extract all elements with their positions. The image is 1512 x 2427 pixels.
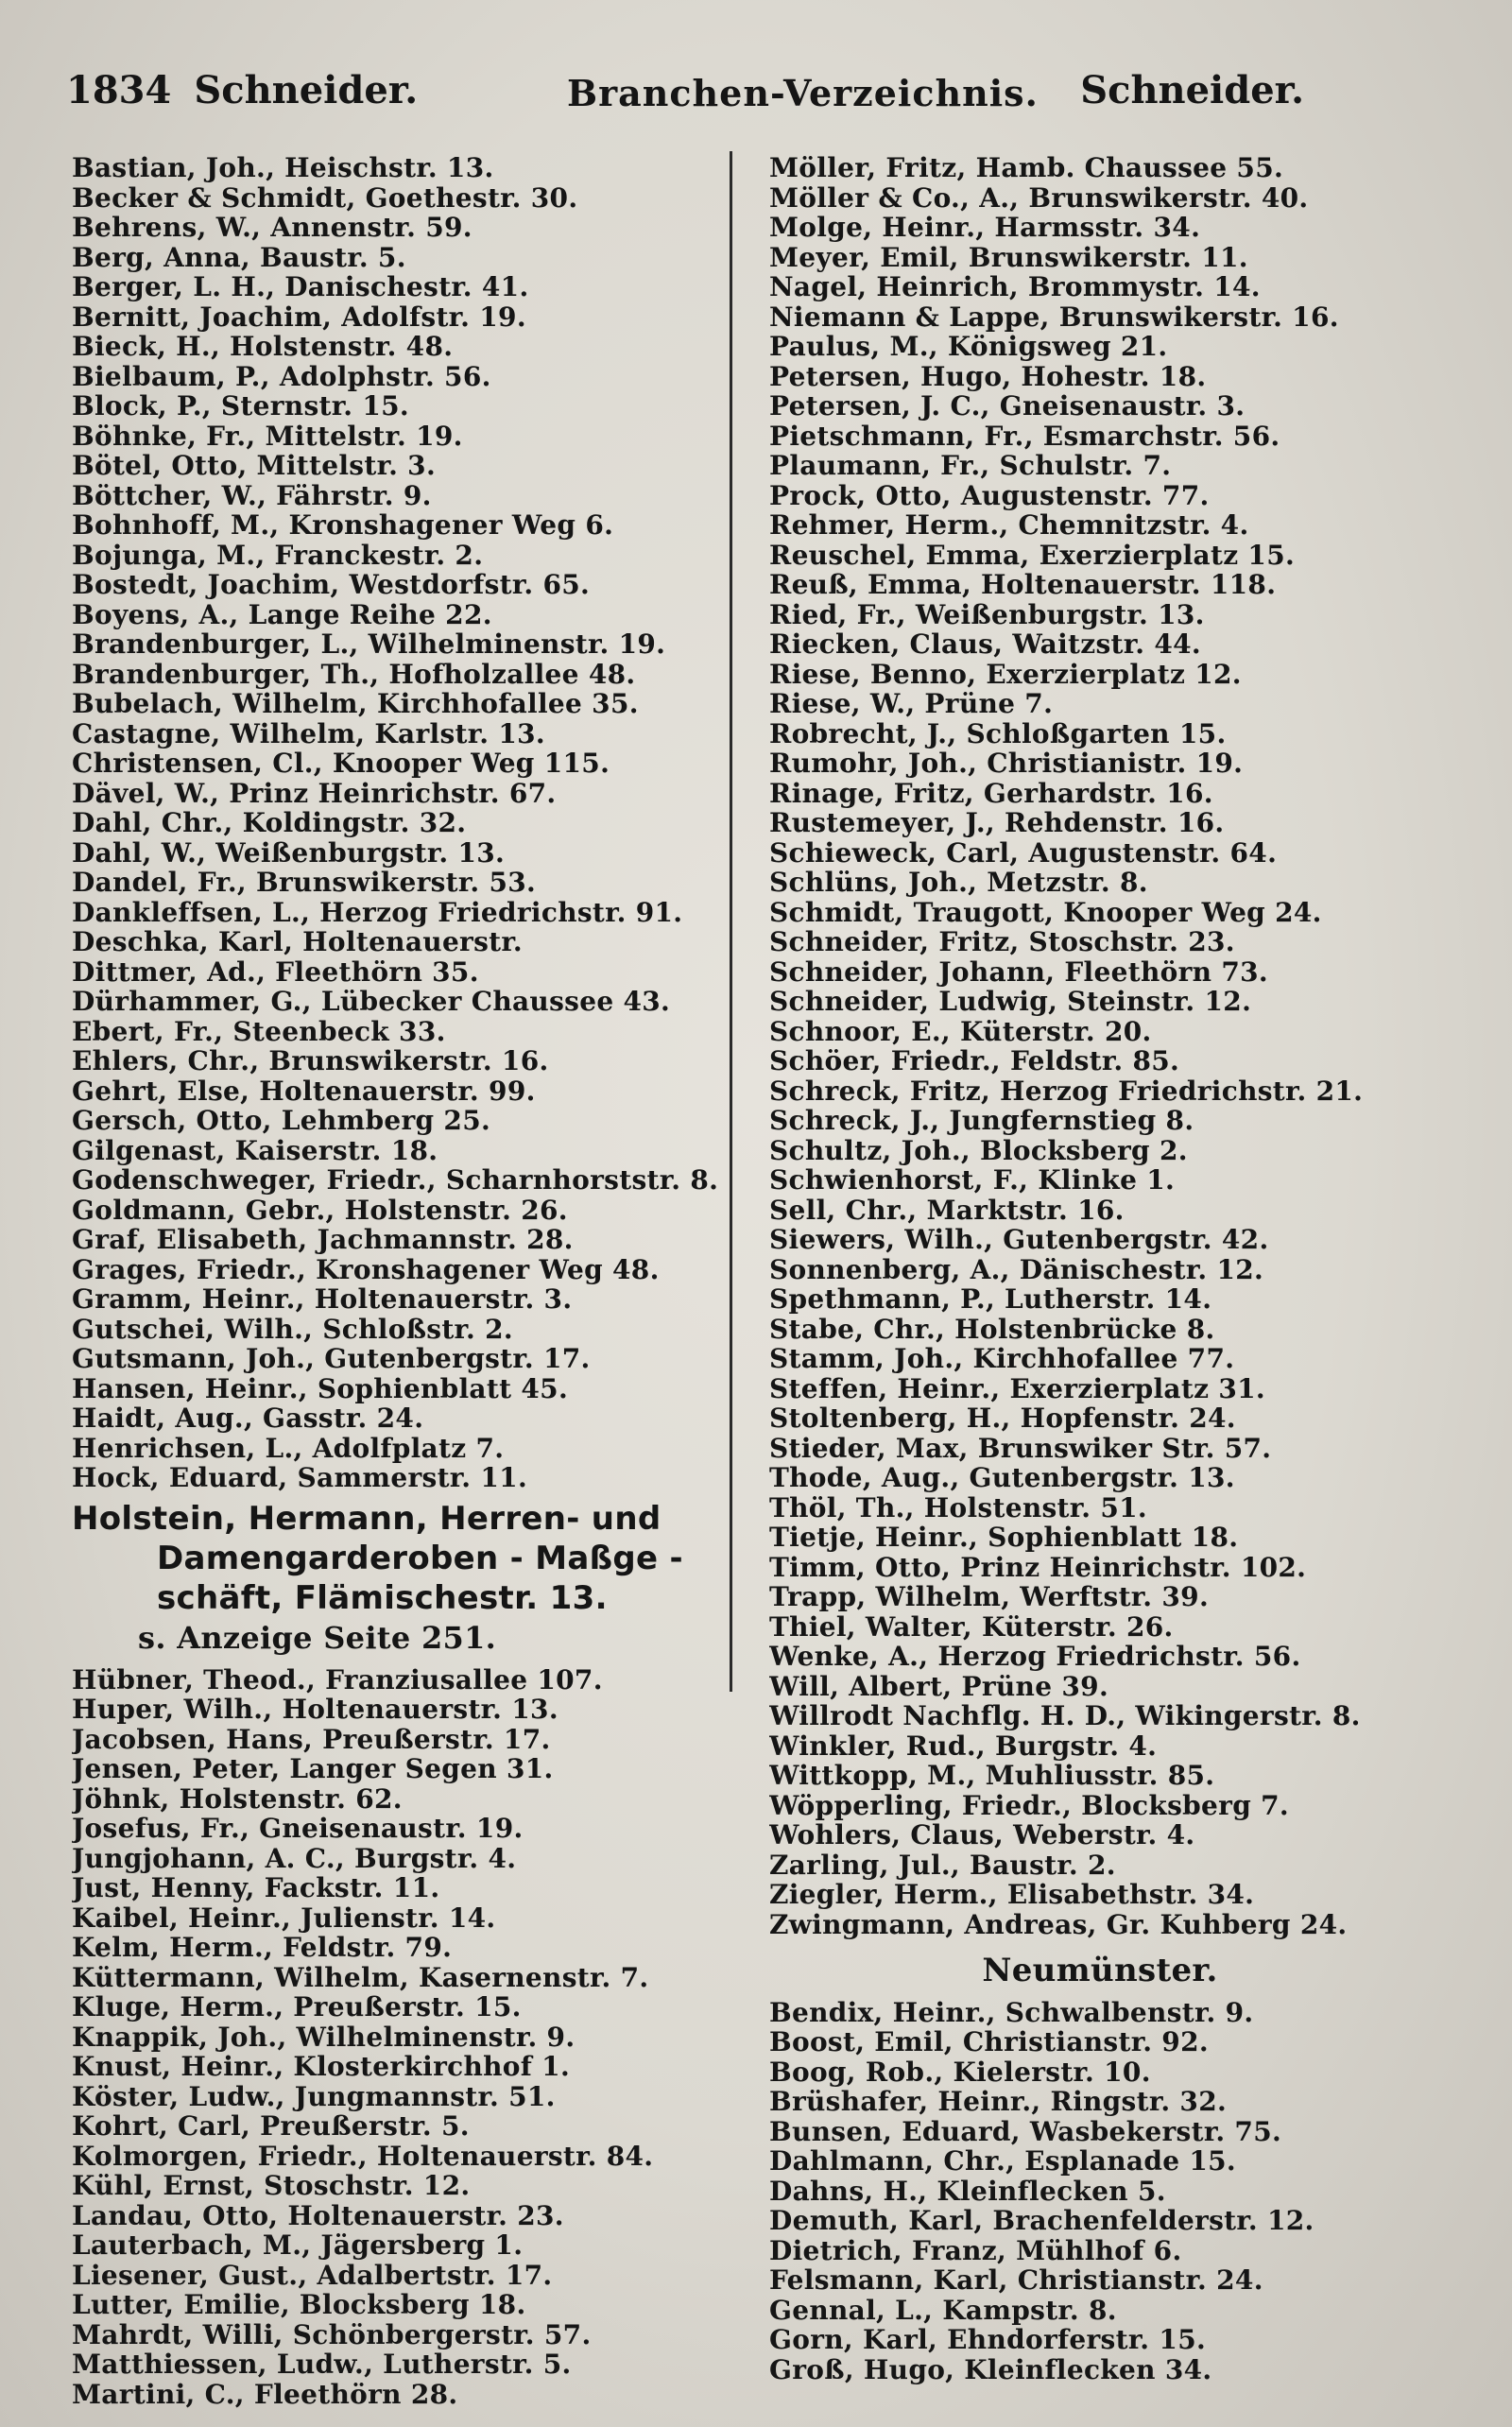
left-entries-before-ad [72, 153, 733, 1493]
directory-entry: Brandenburger, Th., Hofholzallee 48. [72, 659, 636, 689]
directory-entry: Bielbaum, P., Adolphstr. 56. [72, 361, 491, 391]
directory-entry: Pietschmann, Fr., Esmarchstr. 56. [769, 421, 1280, 451]
directory-entry: Wohlers, Claus, Weberstr. 4. [769, 1820, 1195, 1850]
directory-entry: Schöer, Friedr., Feldstr. 85. [769, 1046, 1180, 1076]
directory-entry: Dürhammer, G., Lübecker Chaussee 43. [72, 987, 671, 1017]
directory-entry: Böttcher, W., Fährstr. 9. [72, 480, 432, 510]
directory-entry: Schnoor, E., Küterstr. 20. [769, 1016, 1152, 1046]
directory-entry: Tietje, Heinr., Sophienblatt 18. [769, 1523, 1239, 1553]
directory-entry: Ried, Fr., Weißenburgstr. 13. [769, 599, 1205, 629]
directory-entry: Dahlmann, Chr., Esplanade 15. [769, 2146, 1236, 2177]
header-left [66, 68, 418, 112]
directory-entry: Steffen, Heinr., Exerzierplatz 31. [769, 1373, 1265, 1403]
advert-line-1: Holstein, Hermann, Herren- und [72, 1499, 662, 1538]
directory-entry: Wenke, A., Herzog Friedrichstr. 56. [769, 1642, 1301, 1672]
directory-entry: Schreck, Fritz, Herzog Friedrichstr. 21. [769, 1076, 1364, 1106]
advert-line-2: Damengarderoben - Maßge - [157, 1539, 683, 1577]
directory-entry: Schmidt, Traugott, Knooper Weg 24. [769, 897, 1322, 927]
directory-entry: Wöpperling, Friedr., Blocksberg 7. [769, 1790, 1289, 1820]
directory-entry: Zarling, Jul., Baustr. 2. [769, 1850, 1116, 1880]
directory-entry: Kelm, Herm., Feldstr. 79. [72, 1933, 453, 1963]
directory-entry: Gorn, Karl, Ehndorferstr. 15. [769, 2325, 1207, 2355]
directory-entry: Jensen, Peter, Langer Segen 31. [72, 1754, 554, 1784]
directory-entry: Henrichsen, L., Adolfplatz 7. [72, 1433, 505, 1463]
directory-entry: Kohrt, Carl, Preußerstr. 5. [72, 2111, 470, 2142]
directory-entry: Riese, Benno, Exerzierplatz 12. [769, 659, 1242, 689]
directory-entry: Dandel, Fr., Brunswikerstr. 53. [72, 868, 537, 898]
directory-entry: Josefus, Fr., Gneisenaustr. 19. [72, 1814, 524, 1844]
directory-entry: Möller & Co., A., Brunswikerstr. 40. [769, 182, 1309, 213]
directory-entry: Brüshafer, Heinr., Ringstr. 32. [769, 2087, 1228, 2117]
directory-entry: Robrecht, J., Schloßgarten 15. [769, 718, 1227, 749]
directory-entry: Gramm, Heinr., Holtenauerstr. 3. [72, 1284, 573, 1315]
directory-entry: Rustemeyer, J., Rehdenstr. 16. [769, 808, 1225, 838]
directory-entry: Küttermann, Wilhelm, Kasernenstr. 7. [72, 1962, 649, 1992]
directory-entry: Ehlers, Chr., Brunswikerstr. 16. [72, 1046, 549, 1076]
right-entries [769, 153, 1469, 1939]
directory-entry: Hansen, Heinr., Sophienblatt 45. [72, 1373, 569, 1403]
directory-entry: Castagne, Wilhelm, Karlstr. 13. [72, 718, 545, 749]
directory-entry: Goldmann, Gebr., Holstenstr. 26. [72, 1195, 568, 1225]
left-entries-after-ad [72, 1665, 733, 2410]
directory-entry: Schwienhorst, F., Klinke 1. [769, 1165, 1176, 1196]
directory-entry: Boyens, A., Lange Reihe 22. [72, 599, 492, 629]
directory-entry: Dietrich, Franz, Mühlhof 6. [769, 2235, 1182, 2265]
directory-entry: Stamm, Joh., Kirchhofallee 77. [769, 1344, 1235, 1374]
directory-entry: Dittmer, Ad., Fleethörn 35. [72, 956, 479, 987]
directory-entry: Mahrdt, Willi, Schönbergerstr. 57. [72, 2319, 592, 2350]
directory-entry: Berg, Anna, Baustr. 5. [72, 242, 406, 272]
directory-entry: Gennal, L., Kampstr. 8. [769, 2295, 1117, 2325]
directory-entry: Block, P., Sternstr. 15. [72, 391, 409, 422]
page-header [66, 68, 1304, 125]
directory-entry: Schreck, J., Jungfernstieg 8. [769, 1106, 1194, 1136]
directory-entry: Kühl, Ernst, Stoschstr. 12. [72, 2171, 471, 2201]
directory-entry: Boog, Rob., Kielerstr. 10. [769, 2057, 1151, 2087]
directory-entry: Landau, Otto, Holtenauerstr. 23. [72, 2200, 564, 2230]
directory-entry: Brandenburger, L., Wilhelminenstr. 19. [72, 629, 666, 660]
directory-entry: Gehrt, Else, Holtenauerstr. 99. [72, 1076, 536, 1106]
directory-entry: Möller, Fritz, Hamb. Chaussee 55. [769, 153, 1284, 183]
directory-entry: Bernitt, Joachim, Adolfstr. 19. [72, 301, 526, 332]
directory-entry: Haidt, Aug., Gasstr. 24. [72, 1403, 424, 1434]
directory-entry: Felsmann, Karl, Christianstr. 24. [769, 2265, 1263, 2296]
page-number: 1834 [66, 68, 172, 112]
directory-entry: Demuth, Karl, Brachenfelderstr. 12. [769, 2206, 1314, 2236]
directory-entry: Matthiessen, Ludw., Lutherstr. 5. [72, 2350, 572, 2380]
directory-entry: Schultz, Joh., Blocksberg 2. [769, 1135, 1188, 1165]
directory-entry: Meyer, Emil, Brunswikerstr. 11. [769, 242, 1248, 272]
directory-entry: Bojunga, M., Franckestr. 2. [72, 540, 484, 570]
directory-entry: Bötel, Otto, Mittelstr. 3. [72, 451, 437, 481]
header-center-title: Branchen-Verzeichnis. [567, 72, 1039, 114]
directory-entry: Schlüns, Joh., Metzstr. 8. [769, 868, 1148, 898]
directory-entry: Stoltenberg, H., Hopfenstr. 24. [769, 1403, 1236, 1434]
directory-entry: Nagel, Heinrich, Brommystr. 14. [769, 272, 1261, 302]
directory-entry: Prock, Otto, Augustenstr. 77. [769, 480, 1210, 510]
directory-entry: Zwingmann, Andreas, Gr. Kuhberg 24. [769, 1909, 1348, 1939]
directory-entry: Sell, Chr., Marktstr. 16. [769, 1195, 1125, 1225]
directory-entry: Sonnenberg, A., Dänischestr. 12. [769, 1254, 1264, 1284]
directory-entry: Bieck, H., Holstenstr. 48. [72, 332, 454, 362]
header-left-title: Schneider. [194, 68, 419, 112]
directory-entry: Gutsmann, Joh., Gutenbergstr. 17. [72, 1344, 591, 1374]
directory-entry: Bunsen, Eduard, Wasbekerstr. 75. [769, 2116, 1282, 2146]
directory-entry: Dävel, W., Prinz Heinrichstr. 67. [72, 778, 557, 808]
directory-entry: Hübner, Theod., Franziusallee 107. [72, 1664, 603, 1695]
directory-entry: Will, Albert, Prüne 39. [769, 1671, 1108, 1701]
directory-entry: Bostedt, Joachim, Westdorfstr. 65. [72, 570, 591, 600]
directory-entry: Stieder, Max, Brunswiker Str. 57. [769, 1433, 1272, 1463]
directory-entry: Becker & Schmidt, Goethestr. 30. [72, 182, 578, 213]
directory-entry: Böhnke, Fr., Mittelstr. 19. [72, 421, 463, 451]
directory-entry: Knust, Heinr., Klosterkirchhof 1. [72, 2052, 570, 2082]
directory-entry: Lutter, Emilie, Blocksberg 18. [72, 2290, 526, 2320]
directory-entry: Dahns, H., Kleinflecken 5. [769, 2176, 1166, 2206]
directory-entry: Ebert, Fr., Steenbeck 33. [72, 1016, 446, 1046]
directory-entry: Wittkopp, M., Muhliusstr. 85. [769, 1761, 1215, 1791]
directory-entry: Jöhnk, Holstenstr. 62. [72, 1783, 403, 1814]
directory-entry: Berger, L. H., Danischestr. 41. [72, 272, 529, 302]
directory-entry: Grages, Friedr., Kronshagener Weg 48. [72, 1254, 660, 1284]
directory-entry: Schneider, Fritz, Stoschstr. 23. [769, 927, 1235, 957]
directory-entry: Godenschweger, Friedr., Scharnhorststr. 8. [72, 1165, 719, 1196]
advert-line-3: schäft, Flämischestr. 13. [157, 1578, 608, 1617]
directory-entry: Dankleffsen, L., Herzog Friedrichstr. 91. [72, 897, 683, 927]
directory-entry: Thode, Aug., Gutenbergstr. 13. [769, 1463, 1235, 1493]
directory-entry: Boost, Emil, Christianstr. 92. [769, 2027, 1209, 2057]
advert-page-reference: s. Anzeige Seite 251. [138, 1619, 497, 1656]
directory-entry: Riecken, Claus, Waitzstr. 44. [769, 629, 1201, 660]
directory-entry: Schieweck, Carl, Augustenstr. 64. [769, 837, 1278, 868]
directory-entry: Behrens, W., Annenstr. 59. [72, 213, 472, 243]
directory-entry: Willrodt Nachflg. H. D., Wikingerstr. 8. [769, 1701, 1361, 1731]
directory-entry: Rumohr, Joh., Christianistr. 19. [769, 749, 1244, 779]
directory-entry: Graf, Elisabeth, Jachmannstr. 28. [72, 1225, 574, 1255]
directory-entry: Trapp, Wilhelm, Werftstr. 39. [769, 1582, 1209, 1612]
directory-entry: Riese, W., Prüne 7. [769, 689, 1054, 719]
directory-entry: Kaibel, Heinr., Julienstr. 14. [72, 1902, 496, 1933]
directory-entry: Molge, Heinr., Harmsstr. 34. [769, 213, 1201, 243]
directory-entry: Just, Henny, Fackstr. 11. [72, 1873, 440, 1903]
directory-entry: Gersch, Otto, Lehmberg 25. [72, 1106, 491, 1136]
section-heading-neumuenster: Neumünster. [982, 1952, 1218, 1989]
directory-entry: Liesener, Gust., Adalbertstr. 17. [72, 2260, 553, 2290]
directory-entry: Spethmann, P., Lutherstr. 14. [769, 1284, 1212, 1315]
directory-entry: Huper, Wilh., Holtenauerstr. 13. [72, 1695, 558, 1725]
directory-entry: Gilgenast, Kaiserstr. 18. [72, 1135, 438, 1165]
directory-entry: Lauterbach, M., Jägersberg 1. [72, 2230, 524, 2261]
directory-entry: Martini, C., Fleethörn 28. [72, 2379, 458, 2409]
directory-entry: Bohnhoff, M., Kronshagener Weg 6. [72, 510, 614, 541]
directory-entry: Winkler, Rud., Burgstr. 4. [769, 1730, 1158, 1761]
directory-entry: Plaumann, Fr., Schulstr. 7. [769, 451, 1172, 481]
directory-entry: Jacobsen, Hans, Preußerstr. 17. [72, 1724, 551, 1754]
directory-entry: Niemann & Lappe, Brunswikerstr. 16. [769, 301, 1339, 332]
directory-entry: Paulus, M., Königsweg 21. [769, 332, 1168, 362]
directory-entry: Köster, Ludw., Jungmannstr. 51. [72, 2081, 556, 2111]
directory-entry: Schneider, Ludwig, Steinstr. 12. [769, 987, 1252, 1017]
header-right-title: Schneider. [1080, 68, 1304, 112]
left-column [72, 153, 733, 2409]
directory-entry: Bubelach, Wilhelm, Kirchhofallee 35. [72, 689, 639, 719]
directory-entry: Bastian, Joh., Heischstr. 13. [72, 153, 494, 183]
directory-entry: Dahl, Chr., Koldingstr. 32. [72, 808, 467, 838]
directory-entry: Stabe, Chr., Holstenbrücke 8. [769, 1314, 1215, 1344]
directory-entry: Thiel, Walter, Küterstr. 26. [769, 1611, 1174, 1642]
directory-entry: Dahl, W., Weißenburgstr. 13. [72, 837, 506, 868]
directory-entry: Groß, Hugo, Kleinflecken 34. [769, 2354, 1212, 2384]
directory-entry: Petersen, Hugo, Hohestr. 18. [769, 361, 1207, 391]
directory-entry: Kluge, Herm., Preußerstr. 15. [72, 1992, 522, 2022]
directory-entry: Gutschei, Wilh., Schloßstr. 2. [72, 1314, 513, 1344]
right-column [769, 153, 1469, 2384]
directory-entry: Hock, Eduard, Sammerstr. 11. [72, 1463, 527, 1493]
directory-entry: Deschka, Karl, Holtenauerstr. [72, 927, 523, 957]
advertisement-entry [72, 1499, 752, 1658]
directory-entry: Reuß, Emma, Holtenauerstr. 118. [769, 570, 1277, 600]
directory-entry: Knappik, Joh., Wilhelminenstr. 9. [72, 2022, 576, 2052]
directory-entry: Timm, Otto, Prinz Heinrichstr. 102. [769, 1552, 1307, 1582]
directory-entry: Christensen, Cl., Knooper Weg 115. [72, 749, 610, 779]
directory-entry: Reuschel, Emma, Exerzierplatz 15. [769, 540, 1296, 570]
directory-entry: Ziegler, Herm., Elisabethstr. 34. [769, 1880, 1255, 1910]
directory-entry: Petersen, J. C., Gneisenaustr. 3. [769, 391, 1246, 422]
directory-entry: Schneider, Johann, Fleethörn 73. [769, 956, 1268, 987]
neumuenster-entries [769, 1998, 1469, 2385]
directory-entry: Rehmer, Herm., Chemnitzstr. 4. [769, 510, 1249, 541]
directory-entry: Thöl, Th., Holstenstr. 51. [769, 1492, 1147, 1523]
directory-entry: Siewers, Wilh., Gutenbergstr. 42. [769, 1225, 1269, 1255]
directory-entry: Jungjohann, A. C., Burgstr. 4. [72, 1843, 517, 1873]
directory-entry: Bendix, Heinr., Schwalbenstr. 9. [769, 1997, 1254, 2027]
directory-entry: Rinage, Fritz, Gerhardstr. 16. [769, 778, 1213, 808]
directory-entry: Kolmorgen, Friedr., Holtenauerstr. 84. [72, 2141, 654, 2171]
